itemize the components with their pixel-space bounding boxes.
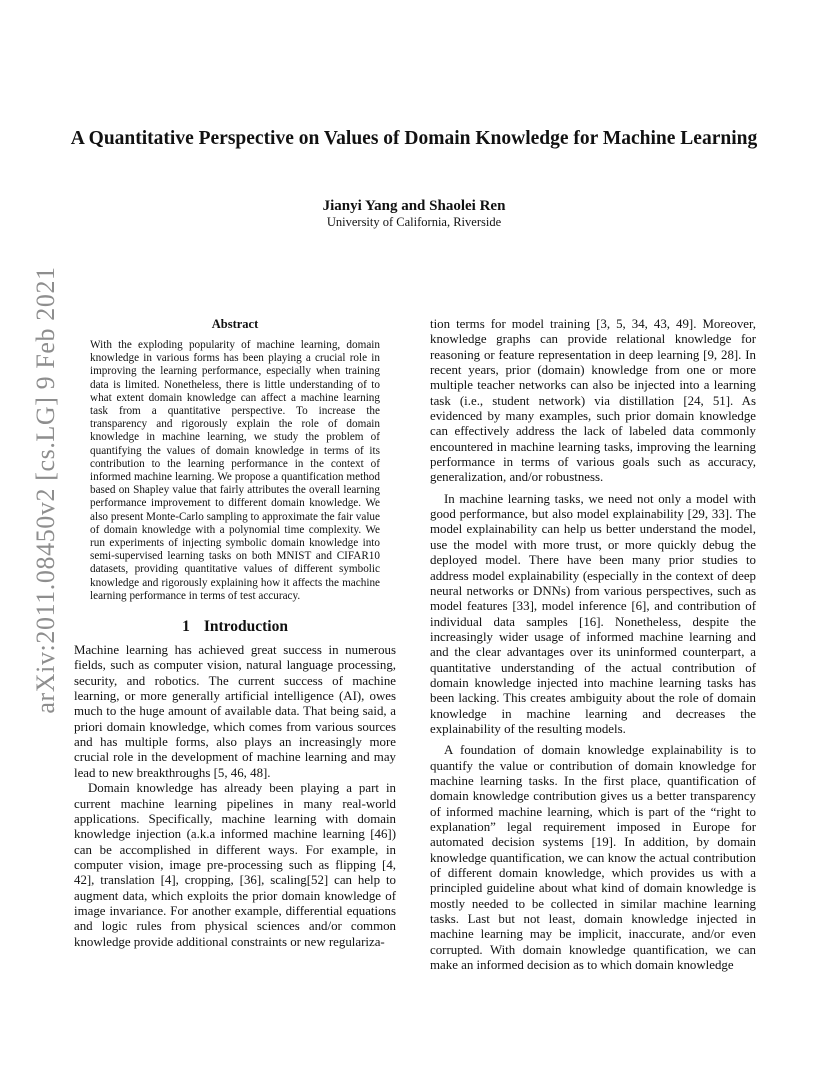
section-heading [74, 618, 396, 636]
abstract-heading: Abstract [211, 317, 259, 331]
body-paragraph: tion terms for model training [3, 5, 34, 43, 49]. Moreover, knowledge graphs can provide relational knowledge for reasoning or feature representation in deep learning [9, 28]. In recent years, prior (domain) knowledge from one or more multiple teacher networks can also be injected into a learning task (i.e., student network) via distillation [24, 51]. As evidenced by many examples, such prior domain knowledge can effectively address the lack of labeled data commonly encountered in machine learning tasks, improving the learning performance in terms of various goals such as accuracy, generalization, and/or robustness. [430, 317, 756, 485]
body-paragraph: In machine learning tasks, we need not only a model with good performance, but also model explainability [29, 33]. The model explainability can help us better understand the model, use the model with more trust, or more quickly debug the deployed model. There have been many prior studies to address model explainability (especially in the context of deep neural networks or DNNs) from various perspectives, such as model features [33], model inference [6], and contribution of individual data samples [16]. Nonetheless, despite the increasingly wider usage of informed machine learning and and the clear advantages over its uninformed counterpart, a quantitative understanding of the actual contribution of domain knowledge injected into machine learning tasks has been lacking. This creates ambiguity about the role of domain knowledge in machine learning and decreases the explainability of the resulting models. [430, 491, 756, 736]
paper-title: A Quantitative Perspective on Values of Domain Knowledge for Machine Learning [70, 128, 758, 149]
section-title: Introduction [203, 618, 288, 636]
body-paragraph: Domain knowledge has already been playing a part in current machine learning pipelines in many real-world applications. Specifically, machine learning with domain knowledge injection (a.k.a informed machine learning [46]) can be accomplished in different ways. For example, in computer vision, image pre-processing such as flipping [4, 42], translation [4], cropping, [36], scaling[52] can help to augment data, which exploits the prior domain knowledge of image invariance. For another example, differential equations and logic rules from physical sciences and/or common knowledge provide additional constraints or new regulariza- [74, 781, 396, 949]
body-paragraph: A foundation of domain knowledge explainability is to quantify the value or contribution of domain knowledge for machine learning tasks. In the first place, quantification of domain knowledge contribution gives us a better transparency of informed machine learning, which is part of the “right to explanation” legal requirement imposed in Europe for automated decision systems [19]. In addition, by domain knowledge quantification, we can know the actual contribution of different domain knowledge, which provides us with a principled guideline about what kind of domain knowledge is mostly needed to be collected in similar machine learning tasks. Last but not least, domain knowledge injected in machine learning may be implicit, inaccurate, and/or even corrupted. With domain knowledge quantification, we can make an informed decision as to which domain knowledge [430, 743, 756, 973]
left-column [74, 317, 396, 950]
right-column [430, 317, 756, 973]
paper-authors: Jianyi Yang and Shaolei Ren [322, 198, 506, 214]
arxiv-identifier[interactable]: arXiv:2011.08450v2 [cs.LG] 9 Feb 2021 [31, 266, 60, 714]
abstract-text: With the exploding popularity of machine learning, domain knowledge in various forms has been playing a crucial role in improving the learning performance, especially when training data is limited. Nonetheless, there is little understanding of to what extent domain knowledge can affect a machine learning task from a quantitative perspective. To increase the transparency and rigorously explain the role of domain knowledge in machine learning, we study the problem of quantifying the values of domain knowledge in terms of its contribution to the learning performance in the context of informed machine learning. We propose a quantification method based on Shapley value that fairly attributes the overall learning performance improvement to different domain knowledge. We also present Monte-Carlo sampling to approximate the fair value of domain knowledge with a polynomial time complexity. We run experiments of injecting symbolic domain knowledge into semi-supervised learning tasks on both MNIST and CIFAR10 datasets, providing quantitative values of different symbolic knowledge and rigorously explaining how it affects the machine learning performance in terms of test accuracy. [90, 339, 380, 602]
body-paragraph: Machine learning has achieved great success in numerous fields, such as computer vision, natural language processing, security, and robotics. The current success of machine learning, or more generally artificial intelligence (AI), owes much to the huge amount of available data. That being said, a priori domain knowledge, which comes from various sources and has multiple forms, also plays an increasingly more crucial role in the development of machine learning and may lead to new breakthroughs [5, 46, 48]. [74, 643, 396, 780]
paper-affiliation: University of California, Riverside [326, 215, 502, 229]
section-number: 1 [182, 618, 190, 636]
